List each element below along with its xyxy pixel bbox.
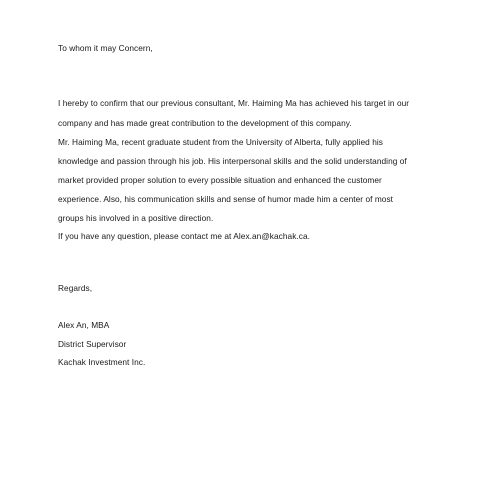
body-line-1: I hereby to confirm that our previous consultant, Mr. Haiming Ma has achieved his target in our [58, 98, 410, 108]
body-line-7: groups his involved in a positive direction. [58, 213, 214, 223]
body-line-3: Mr. Haiming Ma, recent graduate student from the University of Alberta, fully applied his [58, 137, 383, 147]
salutation: To whom it may Concern, [58, 43, 153, 53]
signature-name: Alex An, MBA [58, 320, 110, 330]
body-line-6: experience. Also, his communication skills and sense of humor made him a center of most [58, 194, 393, 204]
body-line-4: knowledge and passion through his job. His interpersonal skills and the solid understanding of [58, 156, 407, 166]
signature-company: Kachak Investment Inc. [58, 357, 146, 367]
body-line-5: market provided proper solution to every possible situation and enhanced the customer [58, 175, 382, 185]
closing: Regards, [58, 283, 93, 293]
body-line-2: company and has made great contribution to the development of this company. [58, 118, 352, 128]
signature-title: District Supervisor [58, 339, 127, 349]
body-line-8: If you have any question, please contact me at Alex.an@kachak.ca. [58, 231, 310, 241]
